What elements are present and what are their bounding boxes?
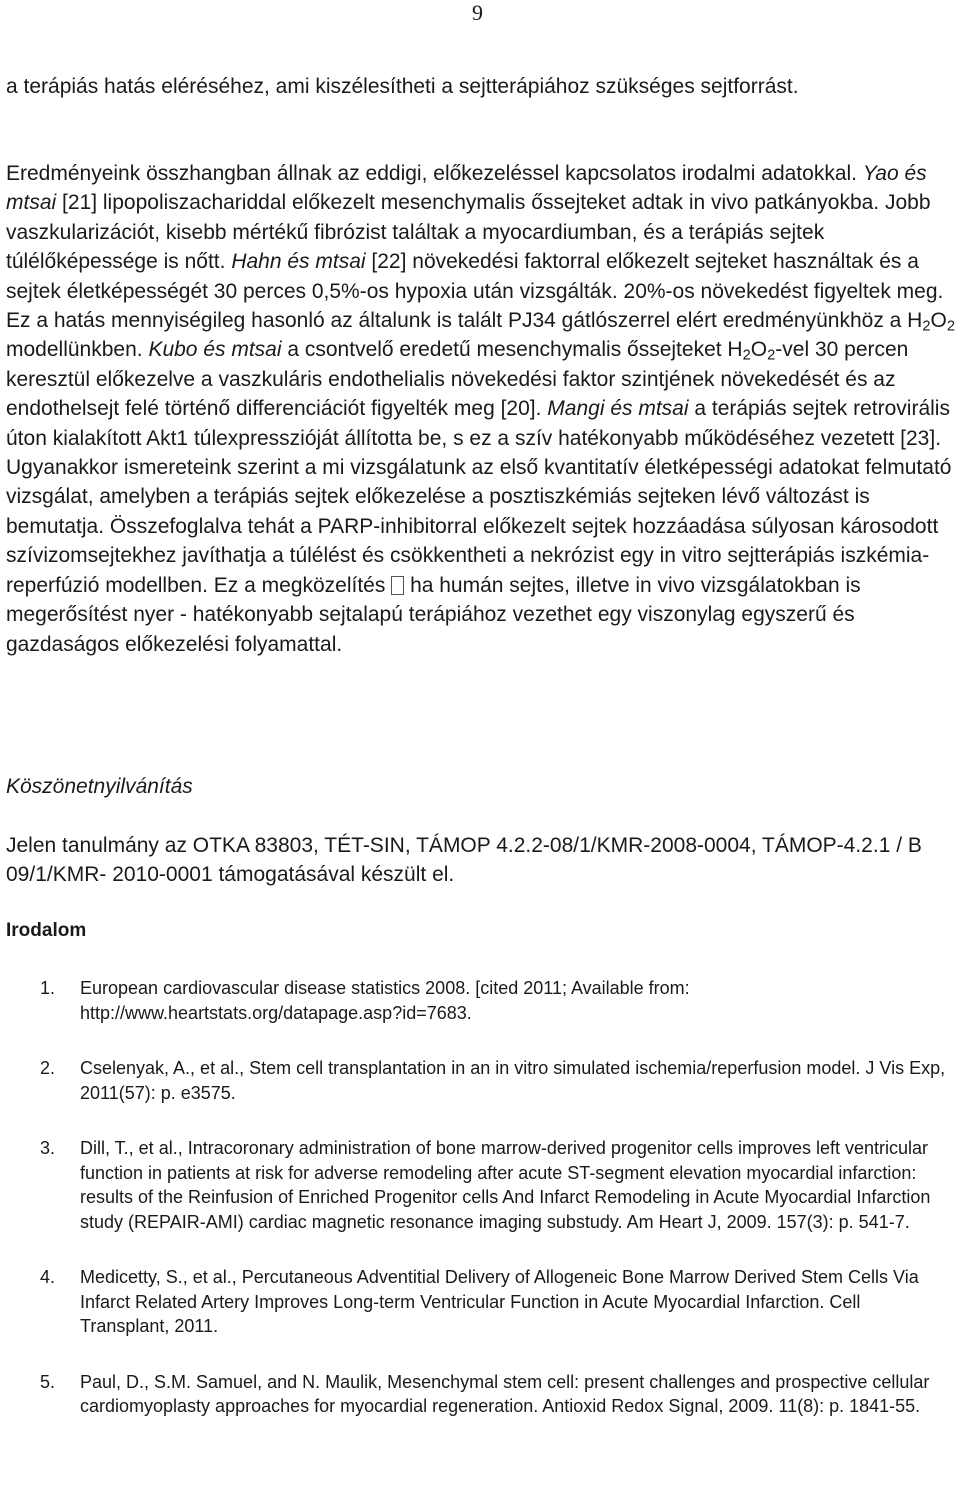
reference-text: Cselenyak, A., et al., Stem cell transplantation in an in vitro simulated ischemia/reperfusion model. J Vis Exp, 2011(57): p. e3575. — [80, 1058, 946, 1103]
reference-text: Medicetty, S., et al., Percutaneous Adventitial Delivery of Allogeneic Bone Marrow Derived Stem Cells Via Infarct Related Artery Improves Long-term Ventricular Function in Acute Myocardial Infarction. Cell Transplant, 2011. — [80, 1267, 919, 1336]
subscript: 2 — [742, 348, 751, 365]
reference-list — [6, 976, 946, 1450]
citation-author: Hahn és mtsai — [231, 250, 366, 274]
text-span: modellünkben. — [6, 338, 143, 362]
reference-number: 5. — [40, 1371, 56, 1392]
paragraph-continuation: a terápiás hatás eléréséhez, ami kiszélesítheti a sejtterápiához szükséges sejtforrást. — [6, 75, 799, 98]
acknowledgements-heading: Köszönetnyilvánítás — [6, 775, 193, 798]
reference-text: Dill, T., et al., Intracoronary administration of bone marrow-derived progenitor cells improves left ventricular function in patients at risk for adverse remodeling after acute ST-segment elevation myocardial infarction: results of the Reinfusion of Enriched Progenitor cells And Infarct Remodeling in Acute Myocardial Infarction study (REPAIR-AMI) cardiac magnetic resonance imaging substudy. Am Heart J, 2009. 157(3): p. 541-7. — [80, 1138, 931, 1232]
reference-number: 4. — [40, 1267, 56, 1287]
reference-number: 1. — [40, 978, 56, 998]
reference-item — [6, 976, 946, 1025]
paragraph-discussion — [6, 159, 956, 659]
text-span: -vel 30 percen keresztül előkezelve a vaszkuláris endothelialis növekedési faktor szintjének növekedését és az endothelsejt felé történő differenciációt figyelték meg [20]. — [6, 338, 909, 421]
reference-number: 3. — [40, 1138, 56, 1158]
citation-author: Yao és mtsai — [6, 162, 927, 215]
reference-item — [6, 1370, 946, 1419]
reference-text: European cardiovascular disease statistics 2008. [cited 2011; Available from: http://www.heartstats.org/datapage.asp?id=7683. — [80, 978, 690, 1023]
reference-item — [6, 1056, 946, 1105]
subscript: 2 — [767, 348, 776, 365]
text-span: ha humán sejtes, illetve in vivo vizsgálatokban is megerősítést nyer - hatékonyabb sejtalapú terápiához vezethet egy viszonylag egyszerű és gazdaságos előkezelési folyamattal. — [6, 573, 861, 656]
citation-author: Kubo és mtsai — [148, 338, 282, 362]
reference-item — [6, 1136, 946, 1234]
text-span: [22] növekedési faktorral előkezelt sejteket használtak és a sejtek életképességét 30 perces 0,5%-os hypoxia után vizsgálták. 20%-os növekedést figyeltek meg. Ez a hatás mennyiségileg hasonló az általunk is talált PJ34 gátlószerrel elért eredményünkhöz a H — [6, 250, 944, 333]
missing-glyph-box — [391, 576, 404, 595]
citation-author: Mangi és mtsai — [547, 397, 689, 421]
text-span: O — [750, 338, 768, 362]
text-span: a csontvelő eredetű mesenchymalis őssejteket H — [287, 338, 743, 362]
reference-item — [6, 1265, 946, 1339]
text-span: O — [930, 309, 947, 333]
acknowledgements-text: Jelen tanulmány az OTKA 83803, TÉT-SIN, TÁMOP 4.2.2-08/1/KMR-2008-0004, TÁMOP-4.2.1 / B 09/1/KMR- 2010-0001 támogatásával készült el. — [6, 834, 922, 886]
text-span: Eredményeink összhangban állnak az eddigi, előkezeléssel kapcsolatos irodalmi adatokkal. — [6, 162, 857, 185]
references-heading: Irodalom — [6, 920, 87, 941]
text-span: a terápiás sejtek retrovirális úton kialakított Akt1 túlexpresszióját állította be, s ez a szív hatékonyabb működéséhez vezetett [23]. Ugyanakkor ismereteink szerint a mi vizsgálatunk az első kvantitatív életképességi adatokat felmutató vizsgálat, amelyben a terápiás sejtek előkezelése a posztiszkémiás sejteken lévő változást is bemutatja. Összefoglalva tehát a PARP-inhibitorral előkezelt sejtek hozzáadása súlyosan károsodott szívizomsejtekhez javíthatja a túlélést és csökkentheti a nekrózist egy in vitro sejtterápiás iszkémia-reperfúzió modellben. Ez a megközelítés — [6, 397, 952, 597]
reference-text: Paul, D., S.M. Samuel, and N. Maulik, Mesenchymal stem cell: present challenges and prospective cellular cardiomyoplasty approaches for myocardial regeneration. Antioxid Redox Signal, 2009. 11(8): p. 1841-55. — [80, 1371, 930, 1416]
subscript: 2 — [922, 318, 931, 335]
page-number: 9 — [472, 0, 483, 25]
subscript: 2 — [946, 318, 956, 335]
reference-number: 2. — [40, 1058, 56, 1078]
text-span: [21] lipopoliszachariddal előkezelt mesenchymalis őssejteket adtak in vivo patkányokba. Jobb vaszkularizációt, kisebb mértékű fibrózist találtak a myocardiumban, és a terápiás sejtek túlélőképessége is nőtt. — [6, 191, 931, 274]
